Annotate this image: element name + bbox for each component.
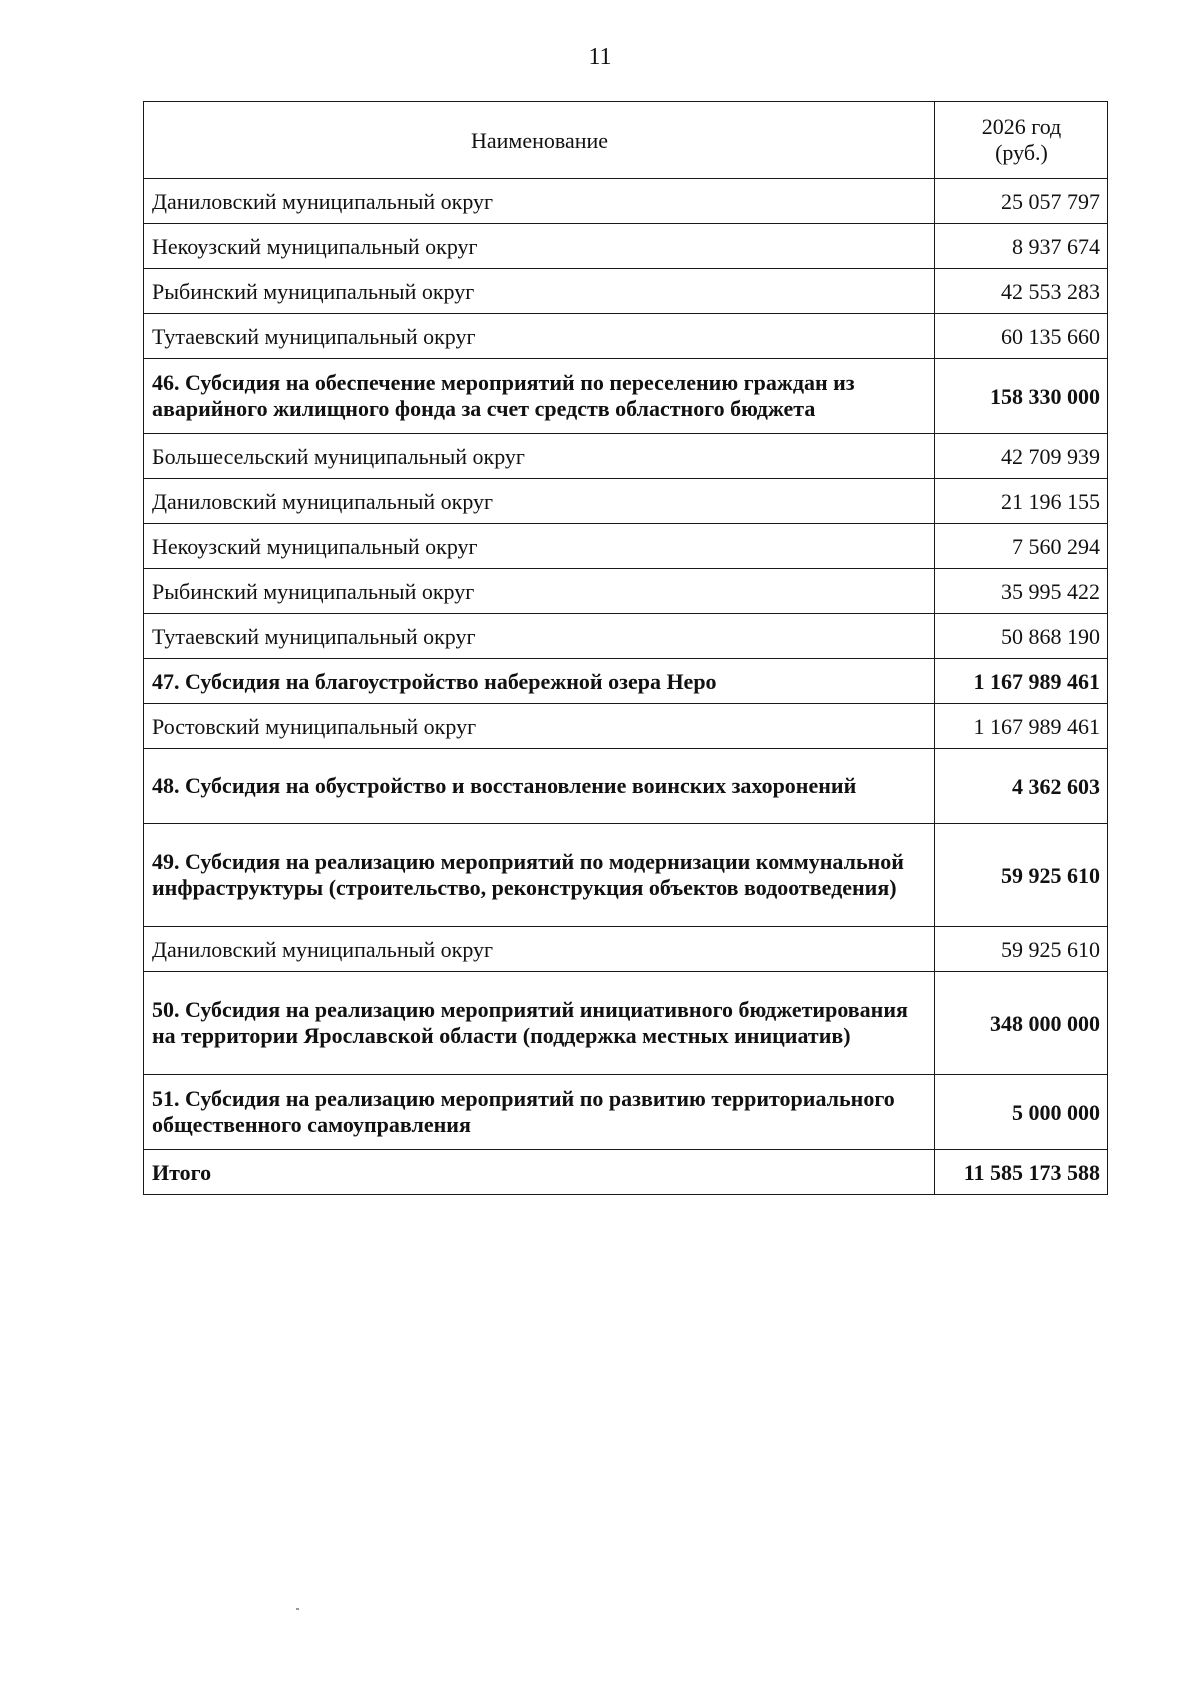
row-value: 35 995 422 [935,569,1108,614]
row-name: 48. Субсидия на обустройство и восстановление воинских захоронений [144,749,935,824]
table-row [144,479,1108,524]
row-value: 11 585 173 588 [935,1150,1108,1195]
table-row [144,1150,1108,1195]
row-value: 25 057 797 [935,179,1108,224]
row-name: Тутаевский муниципальный округ [144,614,935,659]
table-row [144,1075,1108,1150]
row-value: 50 868 190 [935,614,1108,659]
row-name: Тутаевский муниципальный округ [144,314,935,359]
page-number: 11 [588,44,612,70]
row-value: 348 000 000 [935,972,1108,1075]
row-name: 51. Субсидия на реализацию мероприятий по развитию территориального общественного самоуправления [144,1075,935,1150]
table-row [144,614,1108,659]
row-name: 50. Субсидия на реализацию мероприятий инициативного бюджетирования на территории Ярославской области (поддержка местных инициатив) [144,972,935,1075]
table-row [144,524,1108,569]
row-name: Рыбинский муниципальный округ [144,269,935,314]
row-value: 1 167 989 461 [935,659,1108,704]
header-value-year: 2026 год [981,114,1062,139]
table-row [144,434,1108,479]
row-value: 7 560 294 [935,524,1108,569]
row-name: Даниловский муниципальный округ [144,179,935,224]
scan-artifact [296,1608,299,1610]
header-name: Наименование [144,102,935,179]
table-row [144,927,1108,972]
row-value: 60 135 660 [935,314,1108,359]
row-value: 5 000 000 [935,1075,1108,1150]
table-row [144,824,1108,927]
row-name: Итого [144,1150,935,1195]
table-row [144,269,1108,314]
row-value: 42 709 939 [935,434,1108,479]
row-value: 21 196 155 [935,479,1108,524]
row-name: 46. Субсидия на обеспечение мероприятий по переселению граждан из аварийного жилищного фонда за счет средств областного бюджета [144,359,935,434]
row-value: 4 362 603 [935,749,1108,824]
row-value: 59 925 610 [935,824,1108,927]
row-name: Некоузский муниципальный округ [144,524,935,569]
row-name: 49. Субсидия на реализацию мероприятий по модернизации коммунальной инфраструктуры (строительство, реконструкция объектов водоотведения) [144,824,935,927]
header-value-unit: (руб.) [995,140,1048,165]
row-name: Большесельский муниципальный округ [144,434,935,479]
table-row [144,704,1108,749]
row-name: Даниловский муниципальный округ [144,927,935,972]
table-row [144,569,1108,614]
row-value: 8 937 674 [935,224,1108,269]
subsidy-table [143,101,1108,1195]
table-header-row [144,102,1108,179]
table-row [144,359,1108,434]
table-row [144,972,1108,1075]
row-name: Даниловский муниципальный округ [144,479,935,524]
row-value: 59 925 610 [935,927,1108,972]
table-row [144,749,1108,824]
table-row [144,314,1108,359]
row-name: Ростовский муниципальный округ [144,704,935,749]
table-row [144,179,1108,224]
row-name: Некоузский муниципальный округ [144,224,935,269]
table-row [144,659,1108,704]
row-name: Рыбинский муниципальный округ [144,569,935,614]
row-value: 42 553 283 [935,269,1108,314]
table-body [144,179,1108,1195]
header-value [935,102,1108,179]
table-row [144,224,1108,269]
row-value: 158 330 000 [935,359,1108,434]
row-name: 47. Субсидия на благоустройство набережной озера Неро [144,659,935,704]
row-value: 1 167 989 461 [935,704,1108,749]
